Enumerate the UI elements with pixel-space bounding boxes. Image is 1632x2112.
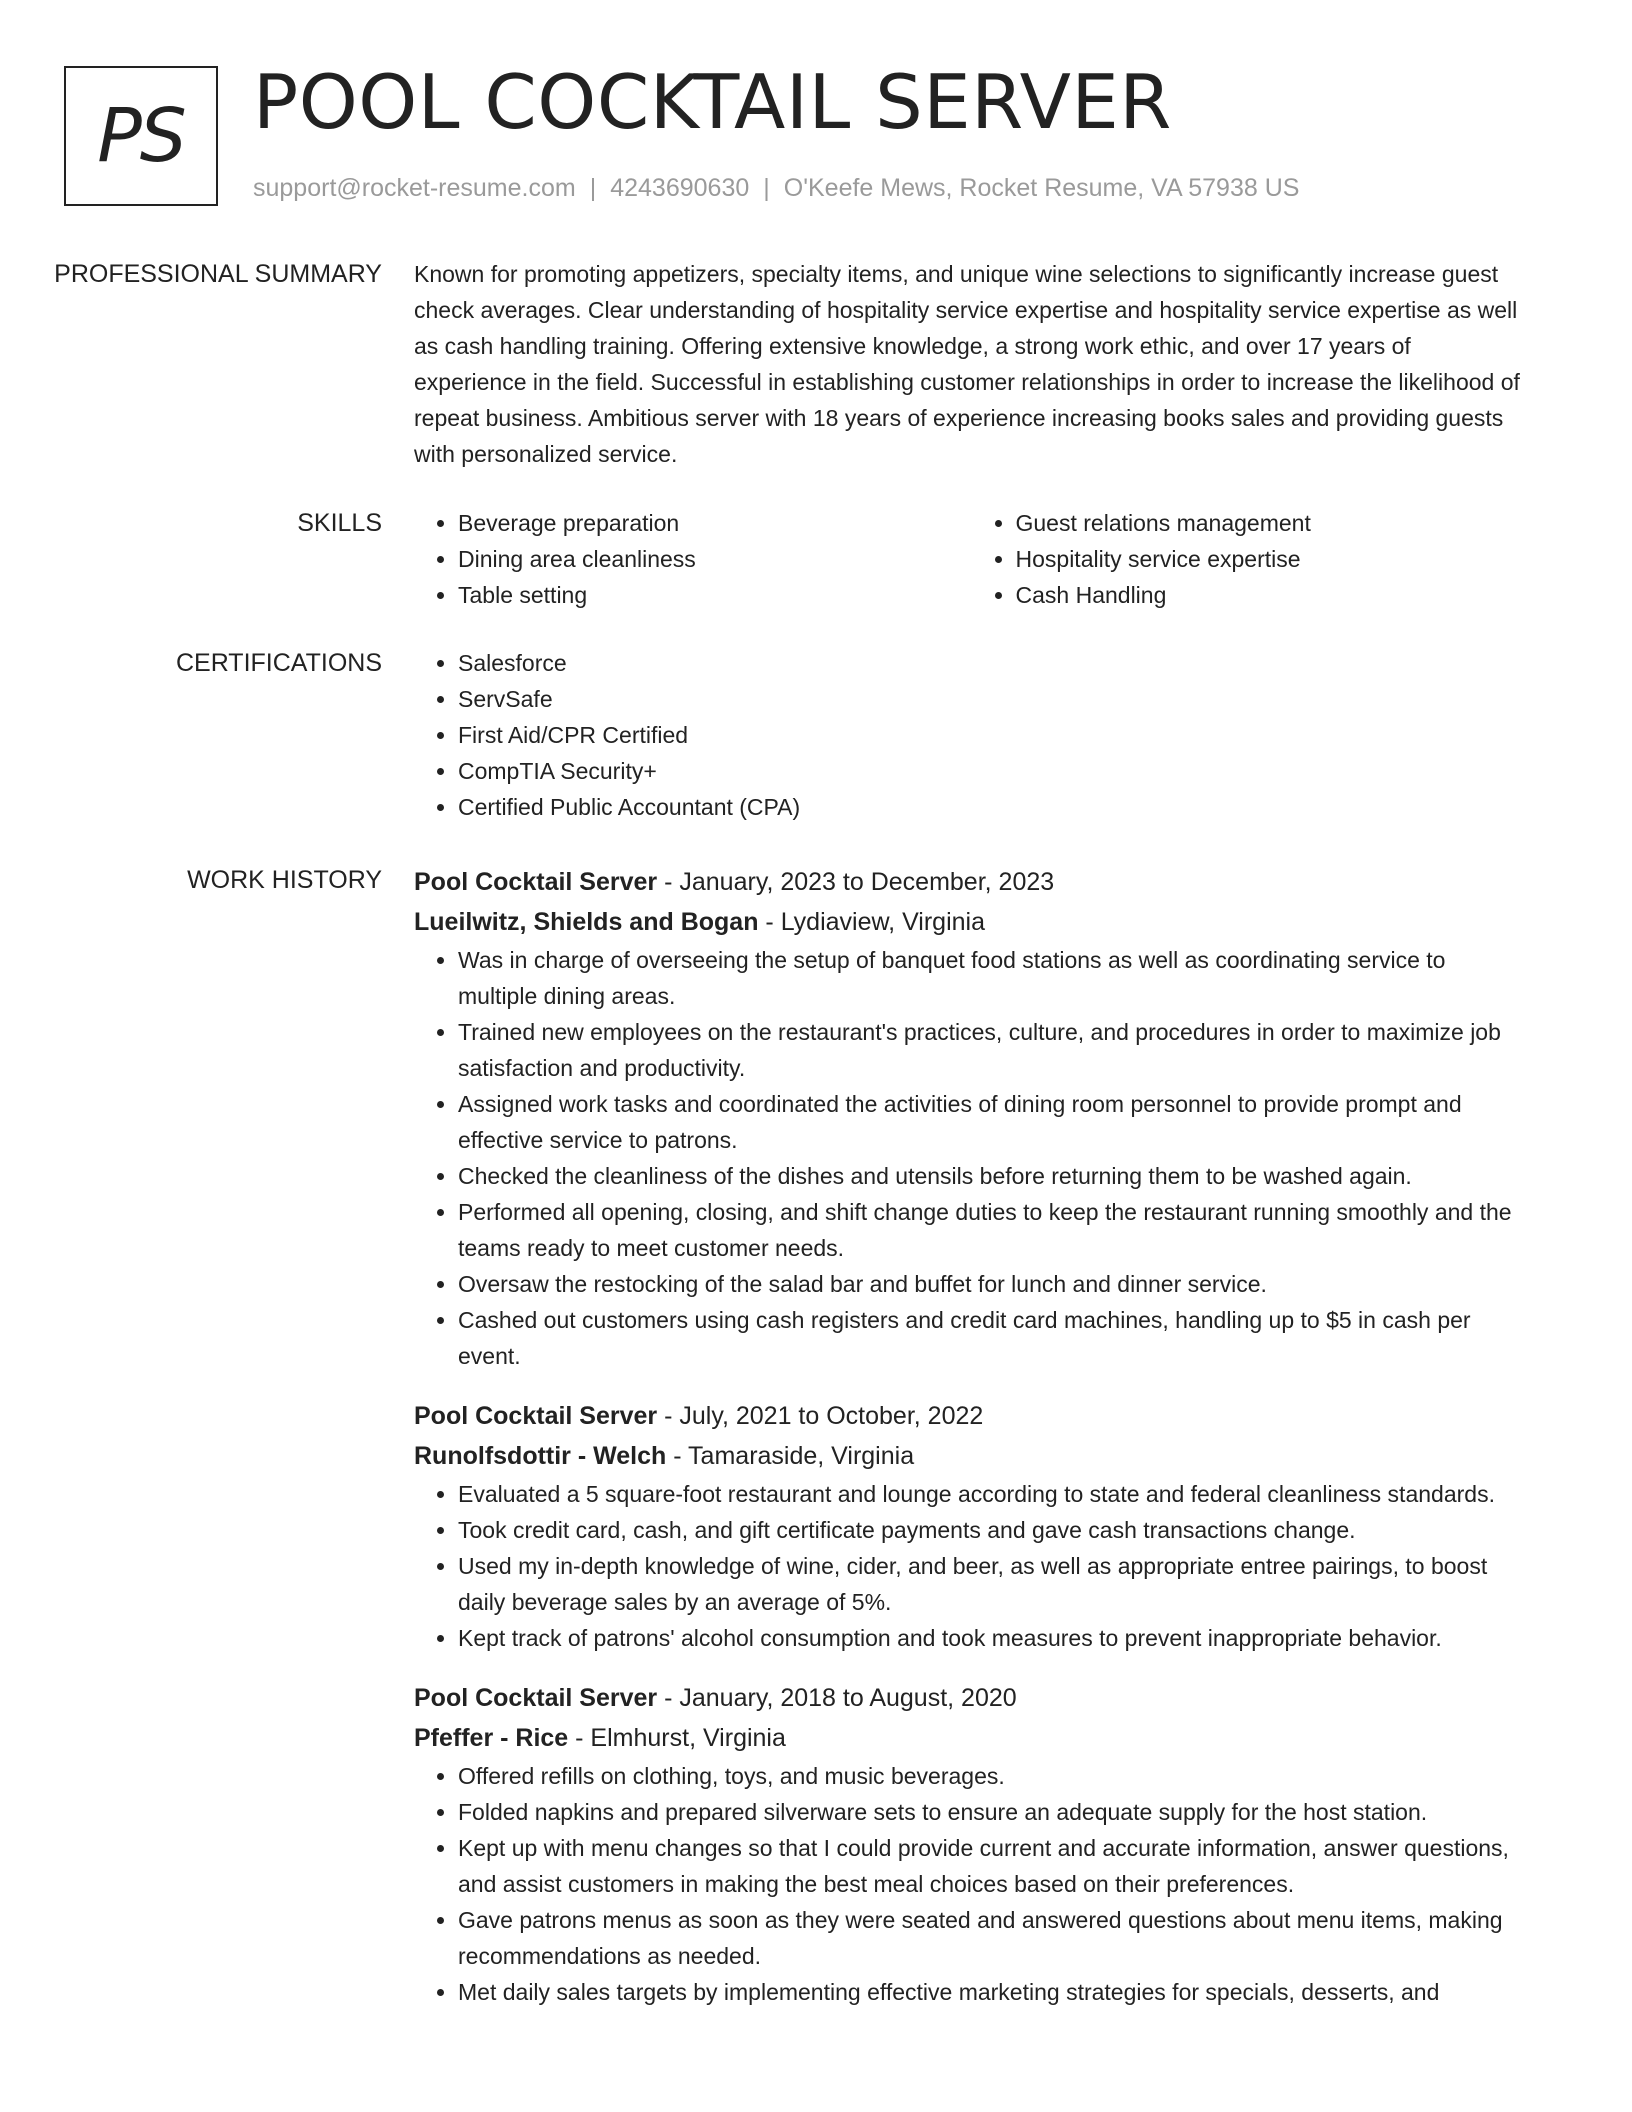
job-bullet: • Used my in-depth knowledge of wine, cider, and beer, as well as appropriate entree pairings, to boost daily beverage sales by an average of 5%. bbox=[458, 1548, 1529, 1620]
certifications-section bbox=[0, 645, 1632, 825]
job-dates: - January, 2018 to August, 2020 bbox=[657, 1684, 1017, 1712]
certification-item: • Salesforce bbox=[458, 645, 1529, 681]
job-location: - Elmhurst, Virginia bbox=[568, 1724, 786, 1752]
job-title: Pool Cocktail Server bbox=[414, 1402, 658, 1430]
job-title-line bbox=[414, 862, 1529, 902]
contact-separator: | bbox=[763, 174, 770, 202]
job-company-line bbox=[414, 902, 1529, 942]
job-entry bbox=[414, 862, 1529, 1374]
job-dates: - July, 2021 to October, 2022 bbox=[657, 1402, 984, 1430]
job-bullet: • Performed all opening, closing, and shift change duties to keep the restaurant running smoothly and the teams ready to meet customer needs. bbox=[458, 1194, 1529, 1266]
job-bullets bbox=[414, 1758, 1529, 2010]
job-entry bbox=[414, 1396, 1529, 1656]
job-dates: - January, 2023 to December, 2023 bbox=[657, 868, 1055, 896]
certifications-list bbox=[414, 645, 1529, 825]
job-bullets bbox=[414, 942, 1529, 1374]
skills-list-left bbox=[414, 505, 972, 613]
contact-separator: | bbox=[589, 174, 597, 202]
job-bullet: • Oversaw the restocking of the salad bar and buffet for lunch and dinner service. bbox=[458, 1266, 1529, 1302]
skills-list-right bbox=[972, 505, 1530, 613]
resume-title: POOL COCKTAIL SERVER bbox=[253, 58, 1172, 146]
skills-label: SKILLS bbox=[297, 509, 382, 537]
job-title-line bbox=[414, 1678, 1529, 1718]
skill-item: • Cash Handling bbox=[1016, 577, 1530, 613]
summary-label: PROFESSIONAL SUMMARY bbox=[54, 260, 382, 288]
certification-item: • CompTIA Security+ bbox=[458, 753, 1529, 789]
certifications-label: CERTIFICATIONS bbox=[175, 649, 382, 677]
skill-item: • Beverage preparation bbox=[458, 505, 972, 541]
summary-section bbox=[0, 256, 1632, 472]
contact-phone: 4243690630 bbox=[610, 174, 750, 202]
job-bullet: • Gave patrons menus as soon as they were seated and answered questions about menu items, making recommendations as needed. bbox=[458, 1902, 1529, 1974]
summary-text: Known for promoting appetizers, specialty items, and unique wine selections to significantly increase guest check averages. Clear understanding of hospitality service expertise and hospitality service expertise as well as cash handling training. Offering extensive knowledge, a strong work ethic, and over 17 years of experience in the field. Successful in establishing customer relationships in order to increase the likelihood of repeat business. Ambitious server with 18 years of experience increasing books sales and providing guests with personalized service. bbox=[414, 261, 1520, 467]
job-bullet: • Assigned work tasks and coordinated the activities of dining room personnel to provide prompt and effective service to patrons. bbox=[458, 1086, 1529, 1158]
job-bullet: • Evaluated a 5 square-foot restaurant and lounge according to state and federal cleanliness standards. bbox=[458, 1476, 1529, 1512]
job-company: Lueilwitz, Shields and Bogan bbox=[414, 908, 759, 936]
skill-item: • Dining area cleanliness bbox=[458, 541, 972, 577]
job-title-line bbox=[414, 1396, 1529, 1436]
job-company: Runolfsdottir - Welch bbox=[414, 1442, 667, 1470]
work-history-body bbox=[414, 862, 1529, 2032]
job-bullet: • Checked the cleanliness of the dishes and utensils before returning them to be washed again. bbox=[458, 1158, 1529, 1194]
job-bullet: • Took credit card, cash, and gift certificate payments and gave cash transactions change. bbox=[458, 1512, 1529, 1548]
job-bullet: • Trained new employees on the restaurant's practices, culture, and procedures in order to maximize job satisfaction and productivity. bbox=[458, 1014, 1529, 1086]
job-title: Pool Cocktail Server bbox=[414, 868, 658, 896]
job-location: - Lydiaview, Virginia bbox=[758, 908, 985, 936]
job-company: Pfeffer - Rice bbox=[414, 1724, 569, 1752]
job-company-line bbox=[414, 1436, 1529, 1476]
certification-item: • ServSafe bbox=[458, 681, 1529, 717]
contact-email: support@rocket-resume.com bbox=[253, 174, 576, 202]
job-title: Pool Cocktail Server bbox=[414, 1684, 658, 1712]
job-bullet: • Cashed out customers using cash registers and credit card machines, handling up to $5 in cash per event. bbox=[458, 1302, 1529, 1374]
skill-item: • Hospitality service expertise bbox=[1016, 541, 1530, 577]
monogram-initials: PS bbox=[97, 93, 185, 179]
contact-address: O'Keefe Mews, Rocket Resume, VA 57938 US bbox=[783, 174, 1300, 202]
job-bullet: • Offered refills on clothing, toys, and music beverages. bbox=[458, 1758, 1529, 1794]
job-bullet: • Kept up with menu changes so that I could provide current and accurate information, answer questions, and assist customers in making the best meal choices based on their preferences. bbox=[458, 1830, 1529, 1902]
certification-item: • First Aid/CPR Certified bbox=[458, 717, 1529, 753]
job-company-line bbox=[414, 1718, 1529, 1758]
work-history-label: WORK HISTORY bbox=[187, 866, 382, 894]
contact-line bbox=[253, 174, 1299, 203]
skills-section bbox=[0, 505, 1632, 613]
job-bullet: • Met daily sales targets by implementing effective marketing strategies for specials, desserts, and bbox=[458, 1974, 1529, 2010]
job-location: - Tamaraside, Virginia bbox=[666, 1442, 915, 1470]
job-entry bbox=[414, 1678, 1529, 2010]
monogram-badge bbox=[64, 66, 218, 206]
job-bullet: • Kept track of patrons' alcohol consumption and took measures to prevent inappropriate behavior. bbox=[458, 1620, 1529, 1656]
certification-item: • Certified Public Accountant (CPA) bbox=[458, 789, 1529, 825]
job-bullets bbox=[414, 1476, 1529, 1656]
skill-item: • Table setting bbox=[458, 577, 972, 613]
job-bullet: • Was in charge of overseeing the setup of banquet food stations as well as coordinating service to multiple dining areas. bbox=[458, 942, 1529, 1014]
skill-item: • Guest relations management bbox=[1016, 505, 1530, 541]
job-bullet: • Folded napkins and prepared silverware sets to ensure an adequate supply for the host station. bbox=[458, 1794, 1529, 1830]
work-history-section bbox=[0, 862, 1632, 2032]
